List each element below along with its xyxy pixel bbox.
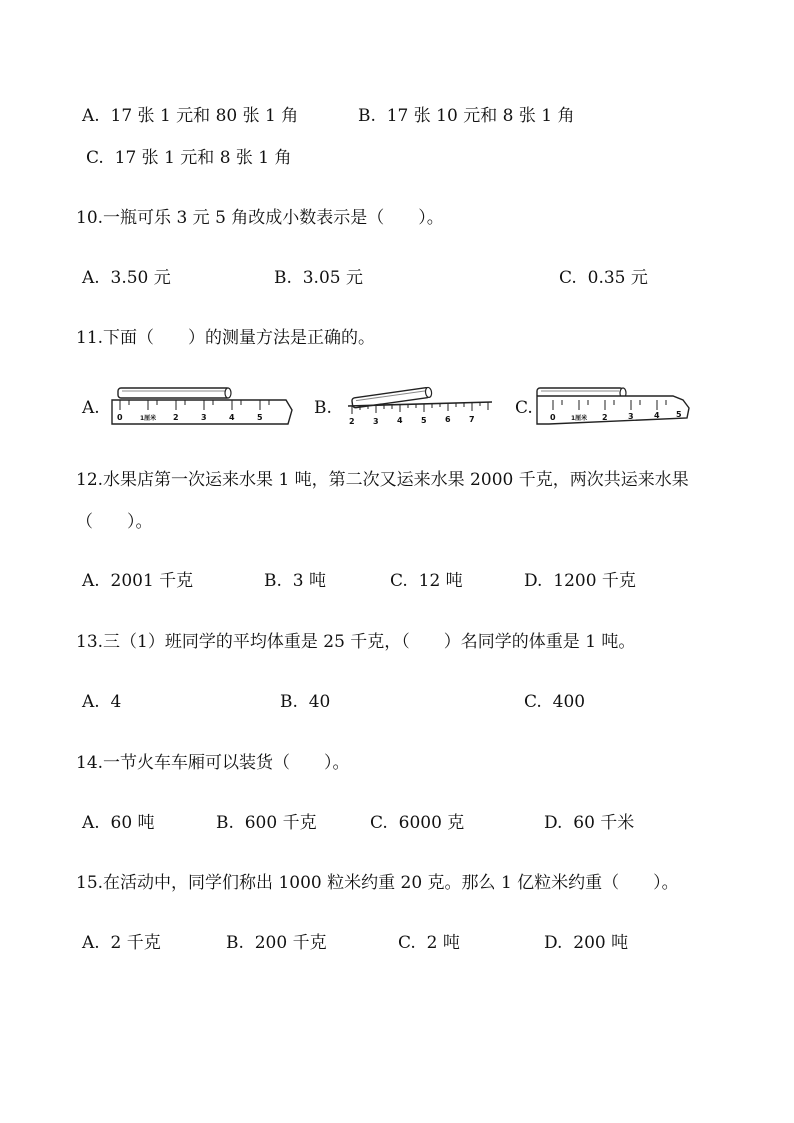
- tick-label: 5: [676, 410, 682, 419]
- option-label: D.: [524, 571, 543, 591]
- tick-label: 6: [445, 415, 451, 424]
- q13-stem: 13.三（1）班同学的平均体重是 25 千克，（ ）名同学的体重是 1 吨。: [76, 632, 636, 652]
- q14-stem: 14.一节火车车厢可以装货（ ）。: [76, 753, 350, 773]
- tick-label: 2: [349, 417, 355, 426]
- option-label: B.: [274, 268, 292, 288]
- q10-option-b[interactable]: [274, 266, 363, 290]
- option-text: 200 吨: [573, 933, 629, 953]
- q12-option-a[interactable]: [82, 569, 193, 593]
- option-text: 60 千米: [573, 813, 635, 833]
- option-label: A.: [82, 692, 100, 712]
- option-label: B.: [358, 106, 376, 126]
- option-label: B.: [216, 813, 234, 833]
- option-text: 3.50 元: [110, 268, 171, 288]
- option-label: B.: [264, 571, 282, 591]
- option-text: 3.05 元: [302, 268, 363, 288]
- option-text: 0.35 元: [587, 268, 648, 288]
- tick-label: 5: [421, 416, 427, 425]
- ruler-c-image: [533, 384, 733, 434]
- q10-option-c[interactable]: [559, 266, 648, 290]
- q13-option-a[interactable]: [82, 690, 121, 714]
- tick-label: 1厘米: [571, 415, 588, 422]
- q15-option-a[interactable]: [82, 931, 161, 955]
- q10-stem: 10.一瓶可乐 3 元 5 角改成小数表示是（ ）。: [76, 208, 444, 228]
- q13-option-c[interactable]: [524, 690, 585, 714]
- option-label: B.: [314, 398, 332, 418]
- option-text: 17 张 10 元和 8 张 1 角: [386, 106, 575, 126]
- tick-label: 7: [469, 415, 475, 424]
- q12-stem-line1: 12.水果店第一次运来水果 1 吨，第二次又运来水果 2000 千克，两次共运来水果: [76, 470, 689, 490]
- q14-option-d[interactable]: [544, 811, 634, 835]
- option-text: 4: [110, 692, 122, 712]
- q9-option-b[interactable]: [358, 104, 574, 128]
- q12-option-d[interactable]: [524, 569, 636, 593]
- q15-option-d[interactable]: [544, 931, 628, 955]
- option-label: C.: [86, 148, 104, 168]
- option-label: C.: [524, 692, 542, 712]
- option-label: C.: [390, 571, 408, 591]
- tick-label: 5: [257, 413, 263, 422]
- option-text: 2001 千克: [110, 571, 194, 591]
- option-text: 2 吨: [426, 933, 460, 953]
- q14-option-c[interactable]: [370, 811, 464, 835]
- tick-label: 4: [229, 413, 235, 422]
- option-label: D.: [544, 933, 563, 953]
- rod: [118, 388, 230, 398]
- tick-label: 3: [201, 413, 207, 422]
- q14-option-b[interactable]: [216, 811, 317, 835]
- option-text: 17 张 1 元和 80 张 1 角: [110, 106, 299, 126]
- tick-label: 2: [173, 413, 179, 422]
- option-label: A.: [82, 571, 100, 591]
- option-text: 3 吨: [292, 571, 326, 591]
- tick-label: 1厘米: [140, 415, 157, 422]
- option-text: 2 千克: [110, 933, 161, 953]
- q12-option-b[interactable]: [264, 569, 326, 593]
- option-text: 1200 千克: [553, 571, 636, 591]
- option-label: A.: [82, 933, 100, 953]
- q12-option-c[interactable]: [390, 569, 463, 593]
- option-label: C.: [398, 933, 416, 953]
- option-label: C.: [515, 398, 533, 418]
- option-label: A.: [82, 398, 100, 418]
- option-label: A.: [82, 813, 100, 833]
- option-label: A.: [82, 268, 100, 288]
- q12-stem-line2: （ ）。: [76, 512, 153, 532]
- option-text: 17 张 1 元和 8 张 1 角: [114, 148, 292, 168]
- option-text: 200 千克: [254, 933, 327, 953]
- tick-label: 3: [628, 412, 634, 421]
- q9-option-a[interactable]: [82, 104, 298, 128]
- tick-label: 4: [654, 411, 660, 420]
- q15-option-c[interactable]: [398, 931, 460, 955]
- q9-option-c[interactable]: [86, 146, 292, 170]
- option-label: C.: [370, 813, 388, 833]
- option-text: 6000 克: [398, 813, 465, 833]
- q11-stem: 11.下面（ ）的测量方法是正确的。: [76, 328, 376, 348]
- option-text: 400: [552, 692, 586, 712]
- option-text: 12 吨: [418, 571, 463, 591]
- tick-label: 3: [373, 417, 379, 426]
- q15-option-b[interactable]: [226, 931, 327, 955]
- option-label: D.: [544, 813, 563, 833]
- ruler-a-image: [110, 386, 310, 436]
- q10-option-a[interactable]: [82, 266, 171, 290]
- tick-label: 0: [117, 413, 123, 422]
- ruler-b-image: [346, 384, 506, 434]
- option-label: B.: [280, 692, 298, 712]
- tick-label: 2: [602, 413, 608, 422]
- tick-label: 0: [550, 413, 556, 422]
- q13-option-b[interactable]: [280, 690, 330, 714]
- option-label: B.: [226, 933, 244, 953]
- option-text: 600 千克: [244, 813, 317, 833]
- option-text: 40: [308, 692, 331, 712]
- option-label: C.: [559, 268, 577, 288]
- option-text: 60 吨: [110, 813, 155, 833]
- option-label: A.: [82, 106, 100, 126]
- q15-stem: 15.在活动中，同学们称出 1000 粒米约重 20 克。那么 1 亿粒米约重（ ）。: [76, 873, 679, 893]
- q14-option-a[interactable]: [82, 811, 155, 835]
- tick-label: 4: [397, 416, 403, 425]
